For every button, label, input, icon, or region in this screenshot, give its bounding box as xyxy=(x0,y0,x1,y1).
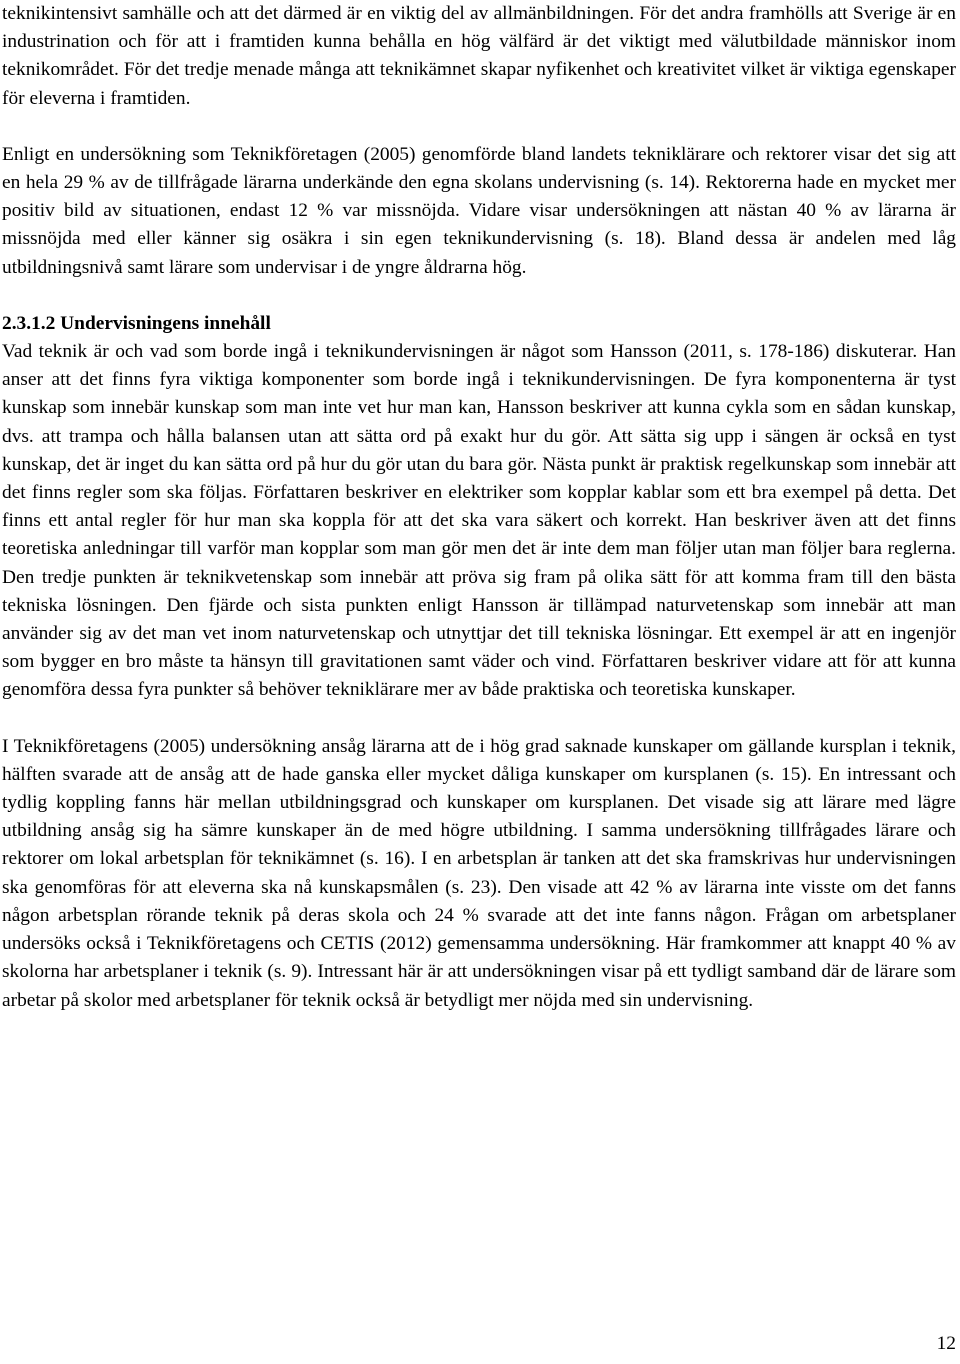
document-page xyxy=(2,0,956,1015)
paragraph-kursplan-arbetsplan: I Teknikföretagens (2005) undersökning ansåg lärarna att de i hög grad saknade kunskaper om gällande kursplan i teknik, hälften svarade att de ansåg att de hade ganska eller mycket dåliga kunskaper om kursplanen (s. 15). En intressant och tydlig koppling fanns här mellan utbildningsgrad och kunskaper om kursplanen. Det visade sig att lärare med lägre utbildning ansåg sig ha sämre kunskaper än de med högre utbildning. I samma undersökning tillfrågades lärare och rektorer om lokal arbetsplan för teknikämnet (s. 16). I en arbetsplan är tanken att det ska framskrivas hur undervisningen ska genomföras för att eleverna ska nå kunskapsmålen (s. 23). Den visade att 42 % av lärarna inte visste om det fanns någon arbetsplan rörande teknik på deras skola och 24 % svarade att det inte fanns någon. Frågan om arbetsplaner undersöks också i Teknikföretagens och CETIS (2012) gemensamma undersökning. Här framkommer att knappt 40 % av skolorna har arbetsplaner i teknik (s. 9). Intressant här är att undersökningen visar på ett tydligt samband där de lärare som arbetar på skolor med arbetsplaner för teknik också är betydligt mer nöjda med sin undervisning. xyxy=(2,735,956,1011)
paragraph-intro-continuation: teknikintensivt samhälle och att det därmed är en viktig del av allmänbildningen. För det andra framhölls att Sverige är en industrination och för att i framtiden kunna behålla en hög välfärd är det viktigt med välutbildade människor inom teknikområdet. För det tredje menade många att teknikämnet skapar nyfikenhet och kreativitet vilket är viktiga egenskaper för eleverna i framtiden. xyxy=(2,3,956,109)
page-number: 12 xyxy=(936,1333,956,1354)
paragraph-teknikforetagen-survey: Enligt en undersökning som Teknikföretagen (2005) genomförde bland landets tekniklärare och rektorer visar det sig att en hela 29 % av de tillfrågade lärarna underkände den egna skolans undervisning (s. 14). Rektorerna hade en mycket mer positiv bild av situationen, endast 12 % var missnöjda. Vidare visar undersökningen att nästan 40 % av lärarna är missnöjda med eller känner sig osäkra i sin egen teknikundervisning (s. 18). Bland dessa är andelen med låg utbildningsnivå samt lärare som undervisar i de yngre åldrarna hög. xyxy=(2,143,956,278)
paragraph-spacer xyxy=(2,705,956,733)
paragraph-spacer xyxy=(2,282,956,310)
paragraph-spacer xyxy=(2,113,956,141)
section-heading: 2.3.1.2 Undervisningens innehåll xyxy=(2,312,271,334)
paragraph-hansson-components: Vad teknik är och vad som borde ingå i teknikundervisningen är något som Hansson (2011, s. 178-186) diskuterar. Han anser att det finns fyra viktiga komponenter som borde ingå i teknikundervisningen. De fyra komponenterna är tyst kunskap som innebär kunskap som man inte vet hur man kan, Hansson beskriver att kunna cykla som en sådan kunskap, dvs. att trampa och hålla balansen utan att sätta ord på exakt hur du gör. Att sätta sig upp i sängen är också en tyst kunskap, det är inget du kan sätta ord på hur du gör utan du bara gör. Nästa punkt är praktisk regelkunskap som innebär att det finns regler som ska följas. Författaren beskriver en elektriker som kopplar kablar som ett bra exempel på detta. Det finns ett antal regler för hur man ska koppla för att det ska vara säkert och korrekt. Han beskriver även att det finns teoretiska anledningar till varför man kopplar som man gör men det är inte dem man följer utan man följer bara reglerna. Den tredje punkten är teknikvetenskap som innebär att pröva sig fram på olika sätt för att komma fram till den bästa tekniska lösningen. Den fjärde och sista punkten enligt Hansson är tillämpad naturvetenskap som innebär att man använder sig av det man vet inom naturvetenskap och utnyttjar det till tekniska lösningar. Ett exempel är att en ingenjör som bygger en bro måste ta hänsyn till gravitationen samt väder och vind. Författaren beskriver vidare att för att kunna genomföra dessa fyra punkter så behöver tekniklärare mer av både praktiska och teoretiska kunskaper. xyxy=(2,341,956,701)
